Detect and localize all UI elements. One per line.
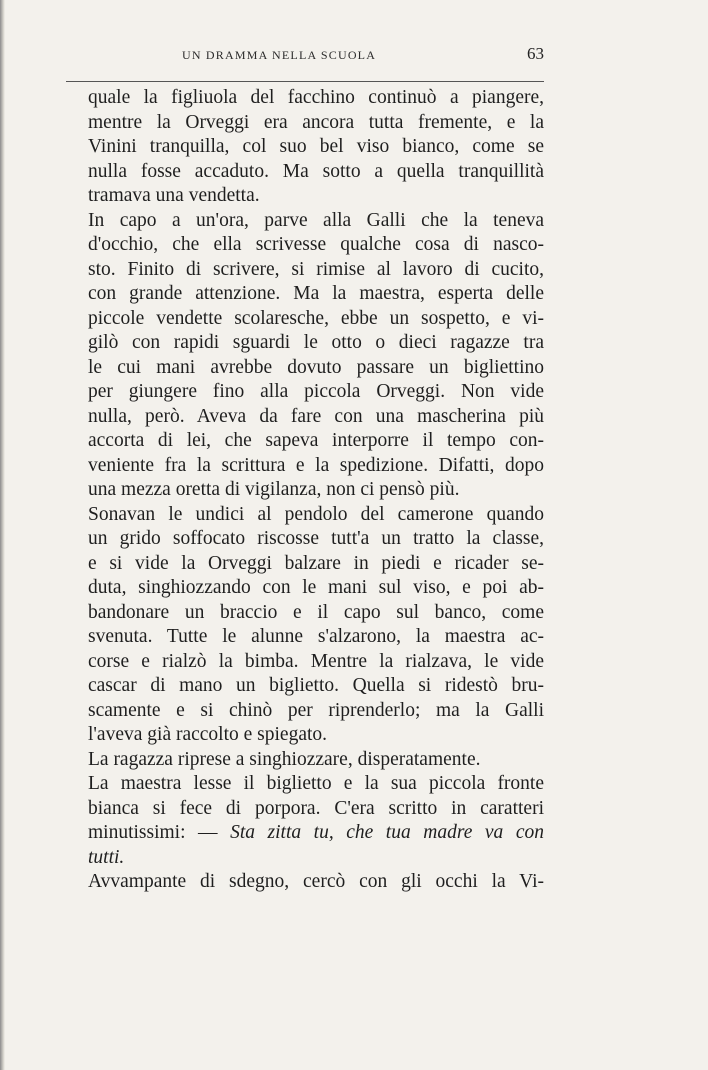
text-line-quote-end [88,846,544,871]
text-line: In capo a un'ora, parve alla Galli che la teneva [88,209,544,231]
text-line: sto. Finito di scrivere, si rimise al lavoro di cucito, [88,258,544,280]
text-line: bandonare un braccio e il capo sul banco, come [88,601,544,623]
text-line: una mezza oretta di vigilanza, non ci pensò più. [88,479,460,500]
text-line: Sonavan le undici al pendolo del camerone quando [88,503,544,525]
text-line: nulla, però. Aveva da fare con una mascherina più [88,405,544,427]
text-line: scamente e si chinò per riprenderlo; ma la Galli [88,699,544,721]
text-line: piccole vendette scolaresche, ebbe un sospetto, e vi- [88,307,544,329]
body-text [88,86,544,895]
text-line: La maestra lesse il biglietto e la sua piccola fronte [88,773,544,794]
quote-italic: Sta zitta tu, che tua madre va con [230,822,544,843]
running-title: UN DRAMMA NELLA SCUOLA [182,48,377,62]
text-line: Vinini tranquilla, col suo bel viso bianco, come se [88,136,544,157]
text-line: con grande attenzione. Ma la maestra, esperta delle [88,283,544,304]
text-line: Avvampante di sdegno, cercò con gli occhi la Vi- [88,871,544,892]
text-line: nulla fosse accaduto. Ma sotto a quella tranquillità [88,160,544,182]
text-line: mentre la Orveggi era ancora tutta fremente, e la [88,111,544,133]
text-line: corse e rialzò la bimba. Mentre la rialzava, le vide [88,650,544,672]
text-line: tramava una vendetta. [88,185,260,206]
text-line: veniente fra la scrittura e la spedizione. Difatti, dopo [88,454,544,476]
quote-lead: minutissimi: — [88,822,231,843]
page-number: 63 [527,44,544,63]
text-line: svenuta. Tutte le alunne s'alzarono, la maestra ac- [88,626,544,647]
page-header [88,42,544,72]
text-line: quale la figliuola del facchino continuò a piangere, [88,87,544,108]
text-line: bianca si fece di porpora. C'era scritto in caratteri [88,797,544,819]
page-edge-shadow [0,0,5,1070]
text-line: d'occhio, che ella scrivesse qualche cosa di nasco- [88,234,544,255]
header-rule [66,81,544,82]
text-line: accorta di lei, che sapeva interporre il tempo con- [88,430,544,451]
text-line: duta, singhiozzando con le mani sul viso, e poi ab- [88,577,544,598]
text-line: gilò con rapidi sguardi le otto o dieci ragazze tra [88,332,544,353]
text-line: un grido soffocato riscosse tutt'a un tratto la classe, [88,528,544,549]
text-line: le cui mani avrebbe dovuto passare un bigliettino [88,356,544,378]
quote-italic-end: tutti. [88,846,125,868]
text-line: l'aveva già raccolto e spiegato. [88,724,328,745]
text-line: cascar di mano un biglietto. Quella si ridestò bru- [88,675,544,696]
text-line: per giungere fino alla piccola Orveggi. Non vide [88,381,544,402]
text-line: e si vide la Orveggi balzare in piedi e ricader se- [88,552,544,574]
text-line: La ragazza riprese a singhiozzare, disperatamente. [88,748,481,770]
text-line-quote [88,821,544,846]
